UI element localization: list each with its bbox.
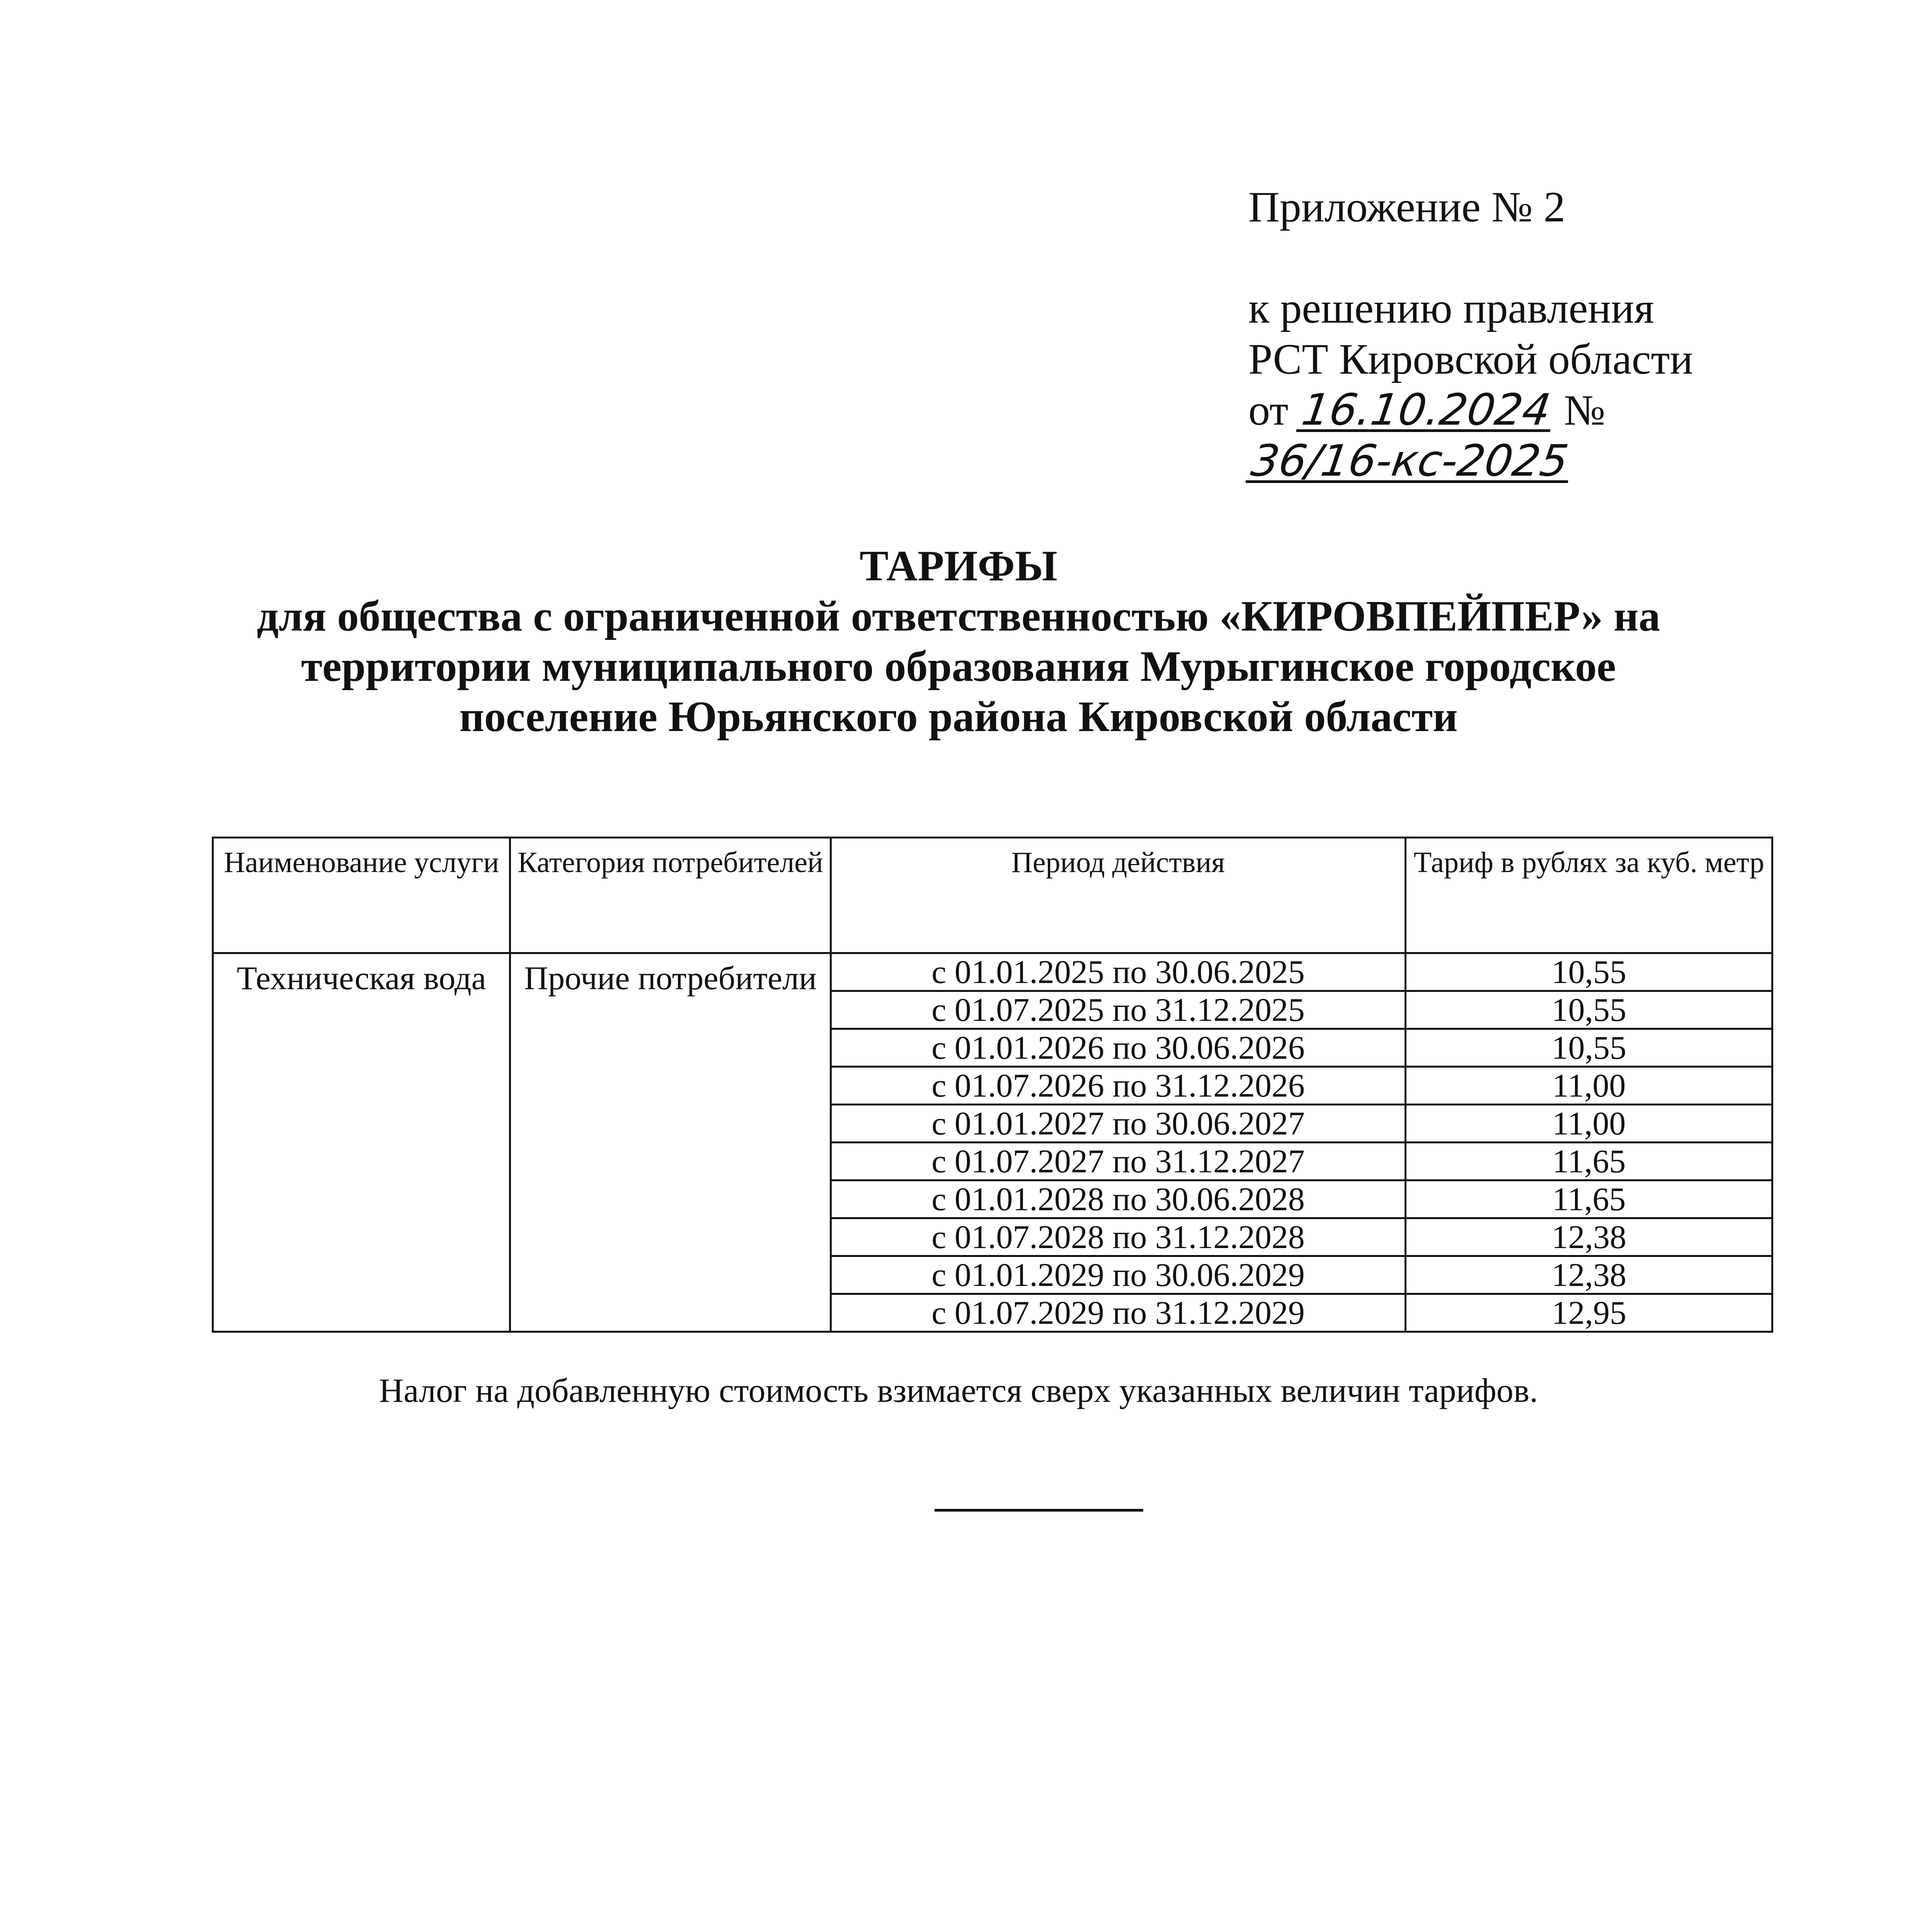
period-cell: с 01.01.2025 по 30.06.2025 [831, 953, 1406, 991]
period-cell: с 01.01.2028 по 30.06.2028 [831, 1180, 1406, 1218]
period-cell: с 01.07.2028 по 31.12.2028 [831, 1218, 1406, 1256]
heading-title: ТАРИФЫ [860, 542, 1057, 590]
tariff-cell: 10,55 [1406, 1029, 1772, 1067]
period-cell: с 01.01.2027 по 30.06.2027 [831, 1105, 1406, 1143]
header-tariff: Тариф в рублях за куб. метр [1406, 838, 1772, 953]
period-cell: с 01.07.2027 по 31.12.2027 [831, 1143, 1406, 1180]
vat-note: Налог на добавленную стоимость взимается сверх указанных величин тарифов. [379, 1372, 1538, 1410]
appendix-block [1248, 182, 1917, 487]
heading-line-1: для общества с ограниченной ответственностью «КИРОВПЕЙПЕР» на [257, 592, 1660, 640]
document-heading [0, 541, 1917, 742]
tariff-table [212, 837, 1773, 1333]
heading-line-2: территории муниципального образования Мурыгинское городское [301, 643, 1616, 690]
service-cell: Техническая вода [213, 953, 510, 1332]
date-prefix: от [1248, 386, 1289, 434]
tariff-cell: 12,38 [1406, 1218, 1772, 1256]
tariff-cell: 11,00 [1406, 1067, 1772, 1105]
tariff-cell: 10,55 [1406, 953, 1772, 991]
tariff-cell: 11,65 [1406, 1143, 1772, 1180]
consumers-cell: Прочие потребители [510, 953, 831, 1332]
number-prefix: № [1564, 386, 1605, 434]
appendix-date-number [1248, 385, 1917, 487]
tariff-cell: 11,00 [1406, 1105, 1772, 1143]
table-header-row [213, 838, 1772, 953]
table-row [213, 953, 1772, 991]
period-cell: с 01.07.2029 по 31.12.2029 [831, 1294, 1406, 1332]
period-cell: с 01.01.2026 по 30.06.2026 [831, 1029, 1406, 1067]
header-period: Период действия [831, 838, 1406, 953]
appendix-line-authority: РСТ Кировской области [1248, 335, 1693, 383]
heading-line-3: поселение Юрьянского района Кировской области [459, 693, 1458, 741]
header-consumers: Категория потребителей [510, 838, 831, 953]
period-cell: с 01.07.2025 по 31.12.2025 [831, 991, 1406, 1029]
decision-date: 16.10.2024 [1296, 391, 1556, 432]
tariff-cell: 12,95 [1406, 1294, 1772, 1332]
end-divider [935, 1509, 1143, 1512]
decision-number: 36/16-кс-2025 [1245, 442, 1573, 483]
tariff-cell: 12,38 [1406, 1256, 1772, 1294]
tariff-cell: 10,55 [1406, 991, 1772, 1029]
header-service: Наименование услуги [213, 838, 510, 953]
period-cell: с 01.01.2029 по 30.06.2029 [831, 1256, 1406, 1294]
appendix-line-decision: к решению правления [1248, 284, 1654, 332]
appendix-title: Приложение № 2 [1248, 183, 1565, 231]
tariff-cell: 11,65 [1406, 1180, 1772, 1218]
period-cell: с 01.07.2026 по 31.12.2026 [831, 1067, 1406, 1105]
